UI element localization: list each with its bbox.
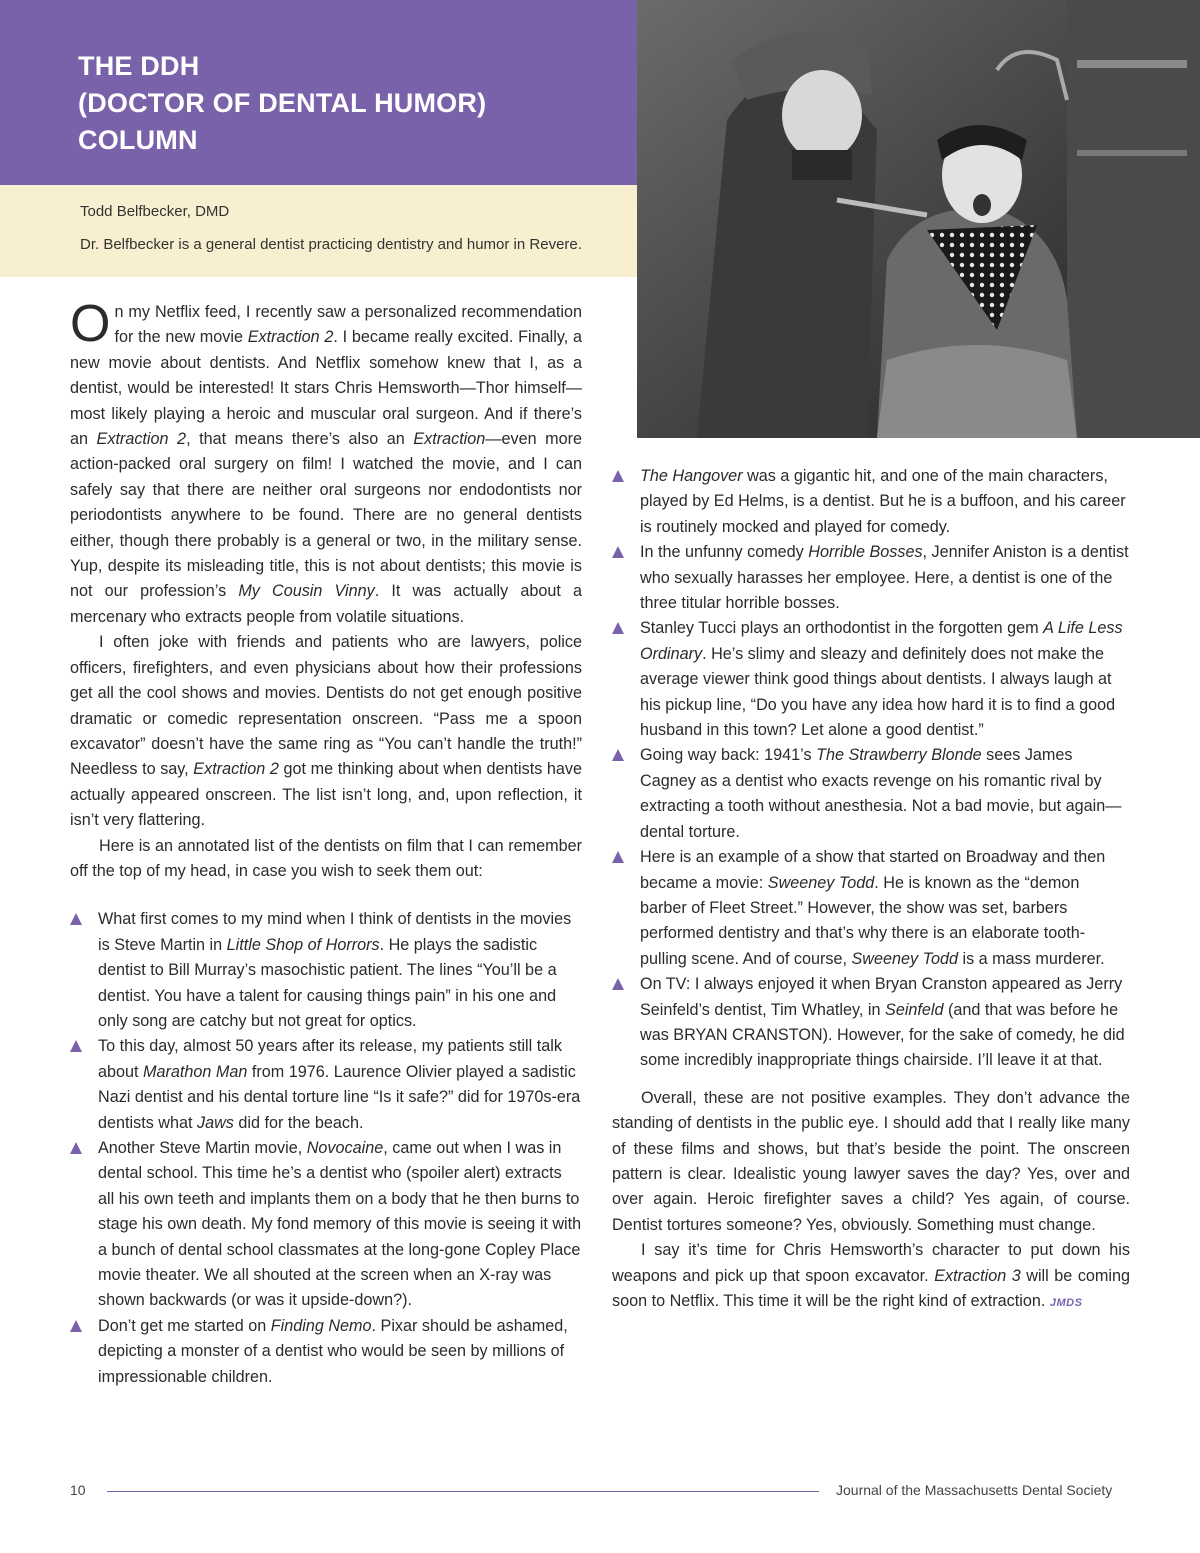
title-italic: Marathon Man (143, 1062, 248, 1081)
column-title (78, 48, 486, 159)
title-line: COLUMN (78, 125, 198, 155)
dentist-film-list (70, 907, 582, 1390)
article-left-column (70, 295, 582, 1390)
photo-illustration (637, 0, 1200, 438)
intro-paragraph: On my Netflix feed, I recently saw a personalized recommendation for the new movie Extraction 2. I became really excited. Finally, a new movie about dentists. And Netflix somehow knew that I, as a dentist, would be interested! It stars Chris Hemsworth—Thor himself—most likely playing a heroic and muscular oral surgeon. And if there’s an Extraction 2, that means there’s also an Extraction—even more action-packed oral surgery on film! I watched the movie, and I can safely say that there are neither oral surgeons nor endodontists nor periodontists anywhere to be found. There are no general dentists either, though there probably is a general or two, in the military sense. Yup, despite its misleading title, this is not about dentists; this movie is not our profession’s My Cousin Vinny. It was actually about a mercenary who extracts people from volatile situations. (70, 295, 582, 626)
list-item: Stanley Tucci plays an orthodontist in the forgotten gem A Life Less Ordinary. He’s slimy and sleazy and definitely does not make the average viewer think good things about dentists. I always laugh at his pickup line, “Do you have any idea how hard it is to find a good husband in this town? Let alone a good dentist.” (612, 616, 1130, 743)
list-item: Another Steve Martin movie, Novocaine, came out when I was in dental school. This time he’s a dentist who (spoiler alert) extracts all his own teeth and implants them on a body that he then burns to stage his own death. My fond memory of this movie is seeing it with a bunch of dental school classmates at the long-gone Copley Place movie theater. We all shouted at the screen when an X-ray was shown backwards (or was it upside-down?). (70, 1136, 582, 1314)
journal-name: Journal of the Massachusetts Dental Society (836, 1482, 1113, 1498)
title-line: (DOCTOR OF DENTAL HUMOR) (78, 88, 487, 118)
triangle-bullet-icon (612, 749, 624, 761)
triangle-bullet-icon (70, 1040, 82, 1052)
triangle-bullet-icon (70, 1320, 82, 1332)
drop-cap: O (70, 295, 111, 353)
page-number: 10 (70, 1482, 86, 1498)
title-italic: Sweeney Todd (767, 873, 875, 892)
list-item: The Hangover was a gigantic hit, and one of the main characters, played by Ed Helms, is a dentist. But he is a buffoon, and his career is routinely mocked and played for comedy. (612, 464, 1130, 540)
title-italic: Horrible Bosses (808, 543, 923, 562)
title-italic: The Hangover (640, 467, 743, 485)
title-italic: Finding Nemo (270, 1316, 372, 1335)
title-italic: Extraction 2 (193, 760, 279, 779)
author-bio: Dr. Belfbecker is a general dentist practicing dentistry and humor in Revere. (80, 236, 582, 253)
title-italic: My Cousin Vinny (238, 582, 375, 601)
list-item: Here is an example of a show that started on Broadway and then became a movie: Sweeney Todd. He is known as the “demon barber of Fleet Street.” However, the show was set, barbers performed dentistry and that’s why there is an elaborate tooth-pulling scene. And of course, Sweeney Todd is a mass murderer. (612, 845, 1130, 972)
list-item: On TV: I always enjoyed it when Bryan Cranston appeared as Jerry Seinfeld’s dentist, Tim Whatley, in Seinfeld (and that was before he was BRYAN CRANSTON). However, for the sake of comedy, he did some incredibly inappropriate things chairside. I’ll leave it at that. (612, 972, 1130, 1074)
title-banner (0, 0, 637, 185)
author-name: Todd Belfbecker, DMD (80, 203, 230, 220)
triangle-bullet-icon (70, 1142, 82, 1154)
title-italic: A Life Less Ordinary (640, 619, 1123, 663)
title-italic: The Strawberry Blonde (816, 746, 982, 765)
triangle-bullet-icon (612, 546, 624, 558)
title-italic: Extraction (413, 430, 486, 449)
footer-rule (107, 1491, 819, 1492)
title-italic: Extraction 2 (247, 328, 334, 347)
triangle-bullet-icon (70, 913, 82, 925)
title-italic: Extraction 2 (96, 430, 187, 449)
list-item: Don’t get me started on Finding Nemo. Pixar should be ashamed, depicting a monster of a dentist who would be seen by millions of impressionable children. (70, 1314, 582, 1390)
closing-paragraph: I say it’s time for Chris Hemsworth’s character to put down his weapons and pick up that spoon excavator. Extraction 3 will be coming soon to Netflix. This time it will be the right kind of extraction. JMDS (612, 1241, 1130, 1310)
title-italic: Little Shop of Horrors (226, 935, 380, 954)
vintage-dentist-photo (637, 0, 1200, 438)
triangle-bullet-icon (612, 978, 624, 990)
list-item: What first comes to my mind when I think of dentists in the movies is Steve Martin in Little Shop of Horrors. He plays the sadistic dentist to Bill Murray’s masochistic patient. The lines “You’ll be a dentist. You have a talent for causing things pain” in his one and only song are catchy but not great for optics. (70, 907, 582, 1034)
jmds-end-mark: JMDS (1049, 1297, 1083, 1309)
author-box (0, 185, 637, 277)
title-italic: Extraction 3 (934, 1266, 1021, 1285)
title-italic: Sweeney Todd (851, 949, 958, 968)
title-line: THE DDH (78, 51, 200, 81)
paragraph: Overall, these are not positive examples. They don’t advance the standing of dentists in the public eye. I should add that I really like many of these films and shows, but that’s beside the point. The onscreen pattern is clear. Idealistic young lawyer saves the day? Yes, over and over again. Heroic firefighter saves a child? Yes again, of course. Dentist tortures someone? Yes, obviously. Something must change. (612, 1088, 1130, 1234)
article-right-column (612, 464, 1130, 1316)
list-item: Going way back: 1941’s The Strawberry Blonde sees James Cagney as a dentist who exacts revenge on his romantic rival by extracting a tooth without anesthesia. Not a bad movie, but again—dental torture. (612, 743, 1130, 845)
triangle-bullet-icon (612, 622, 624, 634)
paragraph: Here is an annotated list of the dentists on film that I can remember off the top of my head, in case you wish to seek them out: (70, 836, 582, 880)
list-item: In the unfunny comedy Horrible Bosses, Jennifer Aniston is a dentist who sexually harasses her employee. Here, a dentist is one of the three titular horrible bosses. (612, 540, 1130, 616)
title-italic: Jaws (196, 1113, 234, 1132)
title-italic: Novocaine (306, 1139, 384, 1157)
triangle-bullet-icon (612, 851, 624, 863)
dentist-film-list (612, 464, 1130, 1074)
triangle-bullet-icon (612, 470, 624, 482)
paragraph: I often joke with friends and patients who are lawyers, police officers, firefighters, and even physicians about how their professions get all the cool shows and movies. Dentists do not get enough positive dramatic or comedic representation onscreen. “Pass me a spoon excavator” doesn’t have the same ring as “You can’t handle the truth!” Needless to say, Extraction 2 got me thinking about when dentists have actually appeared onscreen. The list isn’t long, and, upon reflection, it isn’t very flattering. (70, 633, 582, 830)
list-item: To this day, almost 50 years after its release, my patients still talk about Marathon Man from 1976. Laurence Olivier played a sadistic Nazi dentist and his dental torture line “Is it safe?” did for 1970s-era dentists what Jaws did for the beach. (70, 1034, 582, 1136)
title-italic: Seinfeld (885, 1000, 944, 1019)
